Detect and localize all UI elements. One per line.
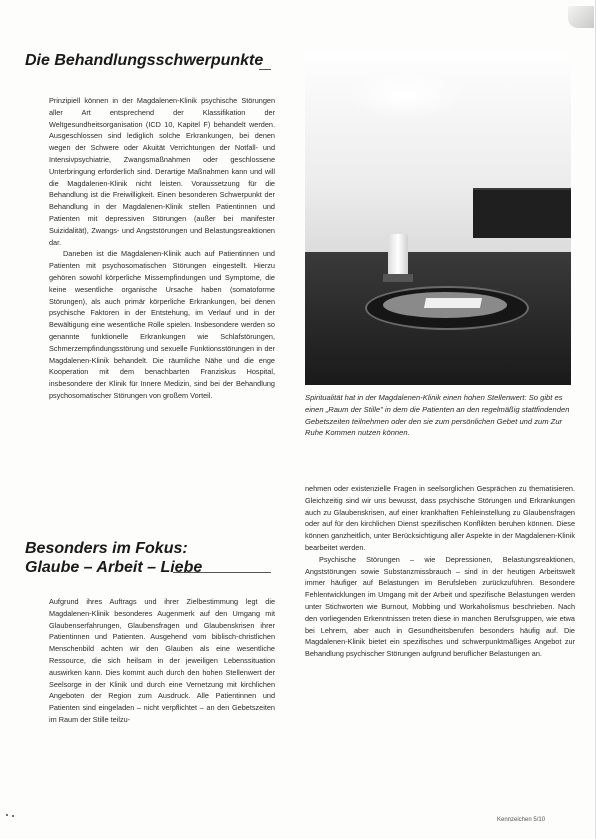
section-heading-main: Die Behandlungsschwerpunkte — [25, 52, 264, 69]
paragraph-5: Psychische Störungen – wie Depressionen, Belastungsreaktionen, Angststörungen sowie Substanzmissbrauch – sind in der heutigen Arbeitswelt immer häufiger auf Belastungen im Berufsleben zurückzuführen. Besondere Fehlentwicklungen im Umgang mit der Arbeit und spezifische Belastungen werden unter Stichworten wie Burnout, Mobbing und Workaholismus beschrieben. Nach den vorliegenden Erkenntnissen treten diese in manchen Berufsgruppen, wie etwa bei Lehrern, aber auch in Gesundheitsberufen besonders häufig auf. Die Magdalenen-Klinik bietet ein spezifisches und schwerpunktmäßiges Angebot zur Behandlung psychischer Störungen aufgrund beruflicher Belastungen an. — [305, 554, 575, 659]
footer-dot — [12, 815, 14, 817]
footer-dot — [6, 814, 8, 816]
focus-heading-text: Besonders im Fokus: Glaube – Arbeit – Liebe — [25, 540, 203, 576]
photo-candle-base — [383, 274, 413, 282]
paragraph-3: Aufgrund ihres Auftrags und ihrer Zielbestimmung legt die Magdalenen-Klinik besonderes Augenmerk auf den Umgang mit Glaubenserfahrungen, Glaubensfragen und Glaubenskrisen ihrer Patientinnen und Patienten. Ausgehend vom biblisch-christlichen Menschenbild achten wir den Glauben als eine wesentliche Ressource, die sich heilsam in der jeweiligen Lebenssituation auswirken kann. Dies kommt auch durch den hohen Stellenwert der Seelsorge in der Klinik und durch eine Vernetzung mit kirchlichen Angeboten der Region zum Ausdruck. Alle Patientinnen und Patienten sind eingeladen – nicht verpflichtet – an den Gebetszeiten im Raum der Stille teilzu- — [49, 597, 275, 724]
paragraph-1: Prinzipiell können in der Magdalenen-Klinik psychische Störungen aller Art entsprechend der Klassifikation der Weltgesundheitsorganisation (ICD 10, Kapitel F) behandelt werden. Ausgeschlossen sind lediglich solche Erkrankungen, bei denen wegen der Schwere oder Akuität Verrichtungen der Notfall- und Intensivpsychiatrie, Zwangsmaßnahmen oder geschlossene Unterbringung erforderlich sind. Derartige Maßnahmen kann und will die Magdalenen-Klinik nicht leisten. Voraussetzung für die Behandlung ist die Freiwilligkeit. Einen besonderen Schwerpunkt der Behandlung in der Magdalenen-Klinik stellen Patientinnen und Patienten mit depressiven Störungen (außer bei manifester Suizidalität), Zwangs- und Angststörungen und Belastungsreaktionen dar. — [49, 96, 275, 247]
page-corner-mark — [568, 6, 594, 28]
footer-marks — [6, 814, 26, 817]
photo-wall-light — [345, 70, 465, 120]
paragraph-2: Daneben ist die Magdalenen-Klinik auch auf Patientinnen und Patienten mit psychosomatischen Störungen eingestellt. Hierzu gehören sowohl körperliche Missempfindungen und Symptome, die keine wesentliche organische Ursache haben (somatoforme Störungen), als auch primär körperliche Erkrankungen, bei denen psychische Faktoren in der Entstehung, im Verlauf und in der Bewältigung eine wesentliche Rolle spielen. Insbesondere werden so genannte funktionelle Erkrankungen wie Schlafstörungen, Schmerzempfindungsstörung und sexuelle Funktionsstörungen in der Magdalenen-Klinik behandelt. Die räumliche Nähe und die enge Kooperation mit dem benachbarten Franziskus Hospital, insbesondere der Klinik für Innere Medizin, sind bei der Behandlung psychosomatischer Störungen von großem Vorteil. — [49, 249, 275, 400]
photo-candle — [388, 234, 408, 276]
heading-rule — [259, 69, 271, 70]
footer-page-label: Kennzeichen 5/10 — [497, 817, 546, 823]
photo-open-book — [424, 298, 482, 308]
focus-heading-rule — [173, 572, 271, 573]
room-of-silence-photo — [305, 52, 571, 385]
right-column-bottom — [305, 483, 575, 660]
left-column-top — [49, 95, 275, 402]
paragraph-4: nehmen oder existenzielle Fragen in seelsorglichen Gesprächen zu thematisieren. Gleichzeitig sind wir uns bewusst, dass psychische Störungen und Erkrankungen auch zu Glaubenskrisen, auf einer krankhaften Fehleinstellung zu Glaubensfragen oder auf für den kirchlichen Dienst spezifischen Konflikten beruhen können. Diese können ganzheitlich, unter Berücksichtigung aller Aspekte in der Magdalenen-Klinik bearbeitet werden. — [305, 484, 575, 552]
photo-bench — [473, 188, 571, 238]
left-column-bottom — [49, 596, 275, 726]
photo-caption: Spiritualität hat in der Magdalenen-Klinik einen hohen Stellenwert: So gibt es einen „Raum der Stille" in dem die Patienten an den regelmäßig stattfindenden Gebetszeiten teilnehmen oder den sie zum persönlichen Gebet und zum Zur Ruhe Kommen nutzen können. — [305, 393, 570, 438]
